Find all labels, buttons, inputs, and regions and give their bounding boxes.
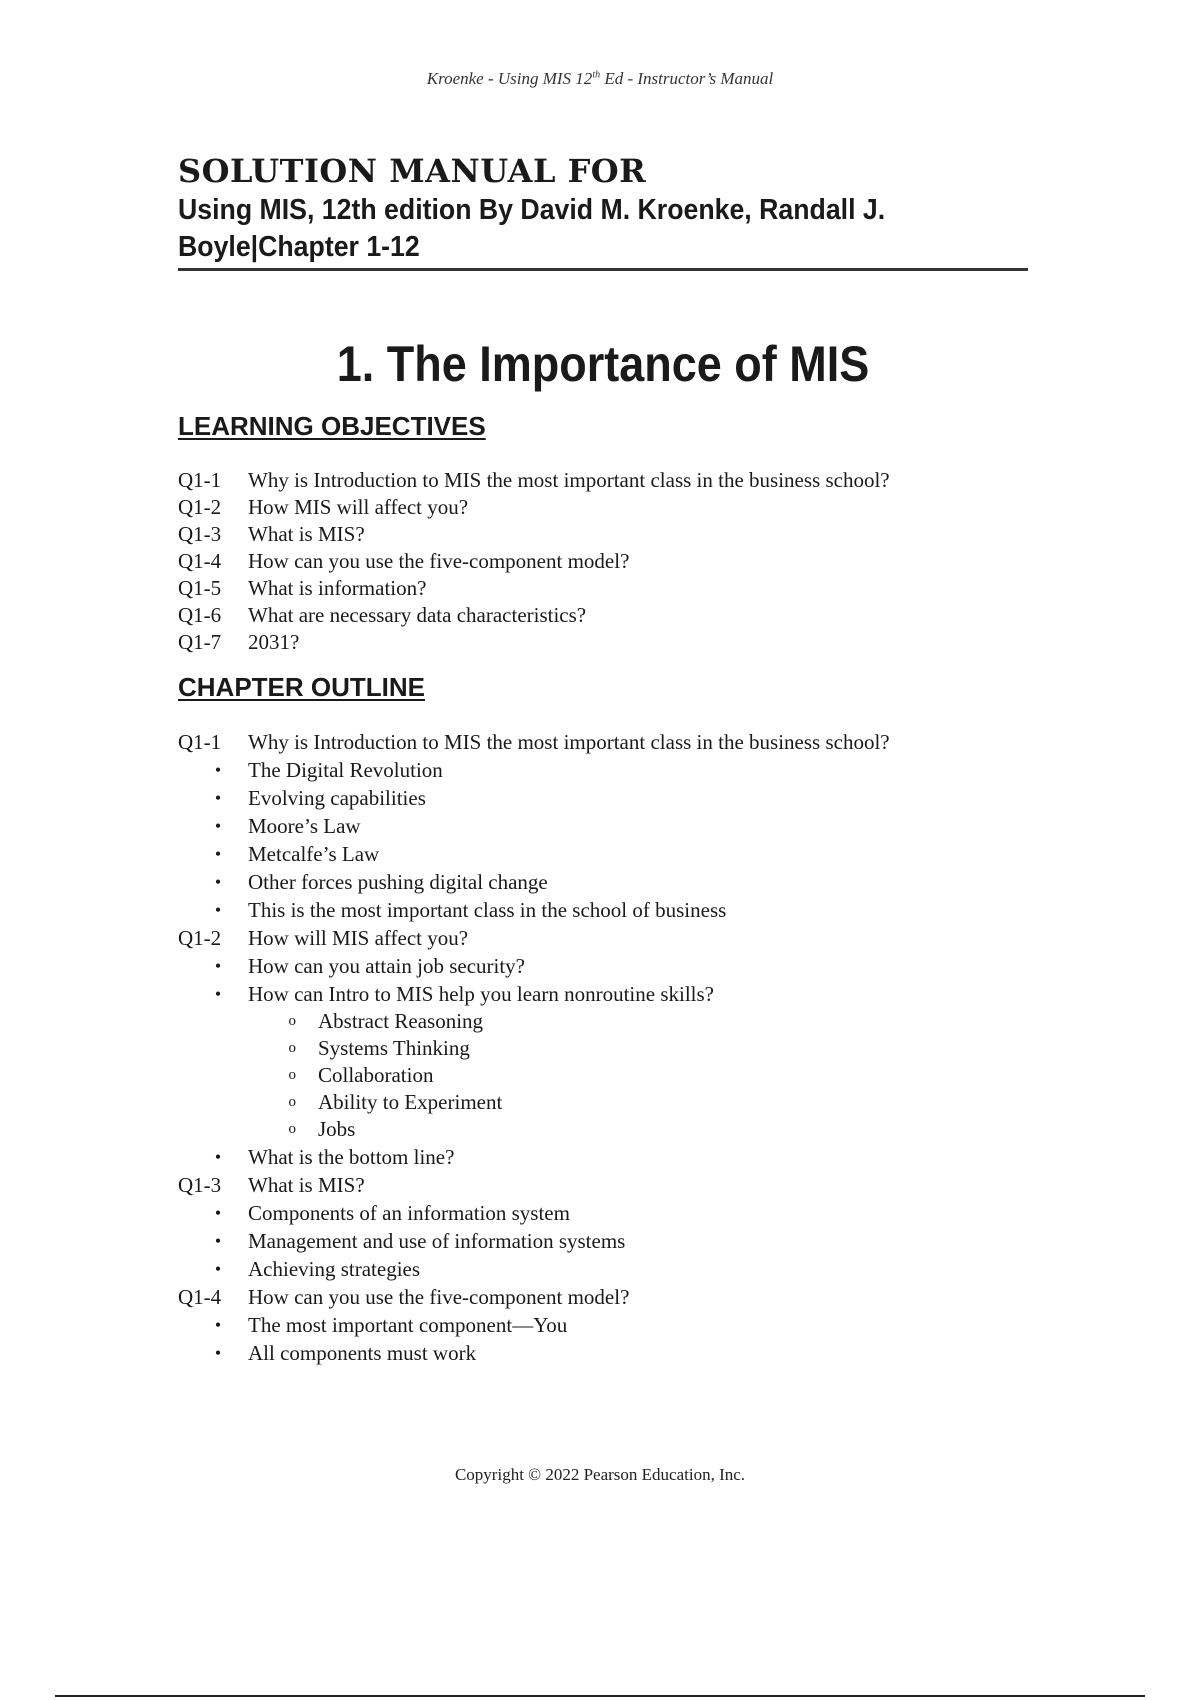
outline-question-number: Q1-2 [178,926,222,950]
outline-bullet-item [178,868,1028,896]
objective-text: What is MIS? [248,522,365,546]
objective-text: What is information? [248,576,427,600]
outline-bullet-list [178,1199,1028,1283]
hollow-bullet-icon: o [288,1067,296,1083]
objective-number: Q1-4 [178,549,222,573]
outline-section [178,728,1028,924]
outline-sub-bullet-item [178,1008,1028,1035]
outline-sub-bullet-list [178,1008,1028,1143]
outline-section [178,924,1028,1171]
hollow-bullet-icon: o [288,1040,296,1056]
bullet-icon: • [214,900,222,920]
hollow-bullet-icon: o [288,1121,296,1137]
objective-item [178,548,1028,575]
outline-bullet-text: Achieving strategies [248,1257,421,1281]
outline-bullet-item [178,896,1028,924]
learning-objectives-heading: LEARNING OBJECTIVES [178,411,486,441]
outline-bullet-text: The Digital Revolution [248,758,443,782]
bullet-icon: • [214,844,222,864]
running-head-superscript: th [592,69,601,81]
objective-item [178,467,1028,494]
document-subtitle [178,192,1006,266]
objective-number: Q1-1 [178,468,222,492]
objective-number: Q1-7 [178,630,222,654]
outline-question-text: Why is Introduction to MIS the most important class in the business school? [248,730,890,754]
outline-question-text: How can you use the five-component model? [248,1285,630,1309]
objective-item [178,494,1028,521]
subtitle-line-2: Boyle|Chapter 1-12 [178,231,420,263]
outline-question [178,728,1028,756]
bullet-icon: • [214,1343,222,1363]
hollow-bullet-icon: o [288,1094,296,1110]
outline-bullet-item [178,812,1028,840]
document-header [178,150,1028,271]
outline-sub-bullet-text: Abstract Reasoning [318,1009,484,1033]
bullet-icon: • [214,788,222,808]
bullet-icon: • [214,760,222,780]
copyright-footer: Copyright © 2022 Pearson Education, Inc. [454,1465,746,1484]
objective-text: How MIS will affect you? [248,495,469,519]
page-bottom-rule [55,1695,1145,1697]
outline-sub-bullet-text: Jobs [318,1117,356,1141]
outline-bullet-item [178,980,1028,1143]
outline-bullet-item [178,1255,1028,1283]
outline-bullet-item [178,1199,1028,1227]
bullet-icon: • [214,1315,222,1335]
outline-bullet-item [178,1143,1028,1171]
outline-bullet-item [178,1339,1028,1367]
outline-bullet-text: This is the most important class in the school of business [248,898,727,922]
objective-text: 2031? [248,630,300,654]
outline-question-number: Q1-1 [178,730,222,754]
outline-bullet-text: Moore’s Law [248,814,361,838]
outline-sub-bullet-item [178,1035,1028,1062]
bullet-icon: • [214,1259,222,1279]
bullet-icon: • [214,872,222,892]
bullet-icon: • [214,1147,222,1167]
chapter-outline-heading: CHAPTER OUTLINE [178,672,425,702]
outline-bullet-row [178,1227,1028,1255]
outline-bullet-text: Metcalfe’s Law [248,842,380,866]
outline-bullet-row [178,784,1028,812]
chapter-title: 1. The Importance of MIS [336,336,870,392]
outline-bullet-item [178,840,1028,868]
outline-question [178,1171,1028,1199]
outline-bullet-row [178,952,1028,980]
outline-bullet-row [178,868,1028,896]
outline-bullet-text: Evolving capabilities [248,786,426,810]
objective-number: Q1-5 [178,576,222,600]
outline-bullet-row [178,980,1028,1008]
running-head-text-end: Ed - Instructor’s Manual [600,69,774,88]
outline-bullet-text: The most important component—You [248,1313,568,1337]
outline-bullet-text: How can you attain job security? [248,954,525,978]
objective-text: Why is Introduction to MIS the most important class in the business school? [248,468,890,492]
document-body [178,150,1028,1367]
objective-number: Q1-2 [178,495,222,519]
outline-bullet-text: How can Intro to MIS help you learn nonroutine skills? [248,982,714,1006]
objective-item [178,602,1028,629]
running-head-text: Kroenke - Using MIS 12 [426,69,593,88]
outline-sub-bullet-item [178,1062,1028,1089]
outline-question-text: What is MIS? [248,1173,365,1197]
objective-item [178,575,1028,602]
objective-item [178,629,1028,656]
bullet-icon: • [214,956,222,976]
bullet-icon: • [214,984,222,1004]
outline-section [178,1283,1028,1367]
outline-bullet-item [178,1227,1028,1255]
outline-question-text: How will MIS affect you? [248,926,469,950]
outline-bullet-row [178,1199,1028,1227]
outline-bullet-text: All components must work [248,1341,477,1365]
outline-question-number: Q1-4 [178,1285,222,1309]
document-title: SOLUTION MANUAL FOR [178,152,647,190]
outline-bullet-row [178,840,1028,868]
learning-objectives-list [178,467,1028,656]
outline-bullet-row [178,1255,1028,1283]
running-head [0,69,1200,89]
chapter-outline-list [178,728,1028,1367]
outline-bullet-text: What is the bottom line? [248,1145,455,1169]
outline-question-number: Q1-3 [178,1173,222,1197]
outline-bullet-row [178,1311,1028,1339]
outline-bullet-list [178,756,1028,924]
outline-bullet-row [178,756,1028,784]
subtitle-line-1: Using MIS, 12th edition By David M. Kroenke, Randall J. [178,194,886,226]
outline-bullet-row [178,1339,1028,1367]
outline-bullet-item [178,952,1028,980]
outline-bullet-text: Other forces pushing digital change [248,870,548,894]
outline-bullet-row [178,812,1028,840]
outline-sub-bullet-item [178,1089,1028,1116]
outline-sub-bullet-text: Ability to Experiment [318,1090,503,1114]
outline-bullet-text: Management and use of information systems [248,1229,626,1253]
outline-bullet-list [178,952,1028,1171]
outline-sub-bullet-item [178,1116,1028,1143]
outline-bullet-row [178,896,1028,924]
outline-bullet-row [178,1143,1028,1171]
outline-bullet-list [178,1311,1028,1367]
bullet-icon: • [214,1203,222,1223]
objective-number: Q1-3 [178,522,222,546]
outline-question [178,924,1028,952]
objective-number: Q1-6 [178,603,222,627]
bullet-icon: • [214,1231,222,1251]
outline-bullet-text: Components of an information system [248,1201,570,1225]
objective-text: How can you use the five-component model? [248,549,630,573]
outline-bullet-item [178,1311,1028,1339]
outline-bullet-item [178,784,1028,812]
outline-bullet-item [178,756,1028,784]
objective-item [178,521,1028,548]
outline-sub-bullet-text: Collaboration [318,1063,434,1087]
outline-section [178,1171,1028,1283]
outline-question [178,1283,1028,1311]
objective-text: What are necessary data characteristics? [248,603,587,627]
outline-sub-bullet-text: Systems Thinking [318,1036,470,1060]
bullet-icon: • [214,816,222,836]
hollow-bullet-icon: o [288,1013,296,1029]
